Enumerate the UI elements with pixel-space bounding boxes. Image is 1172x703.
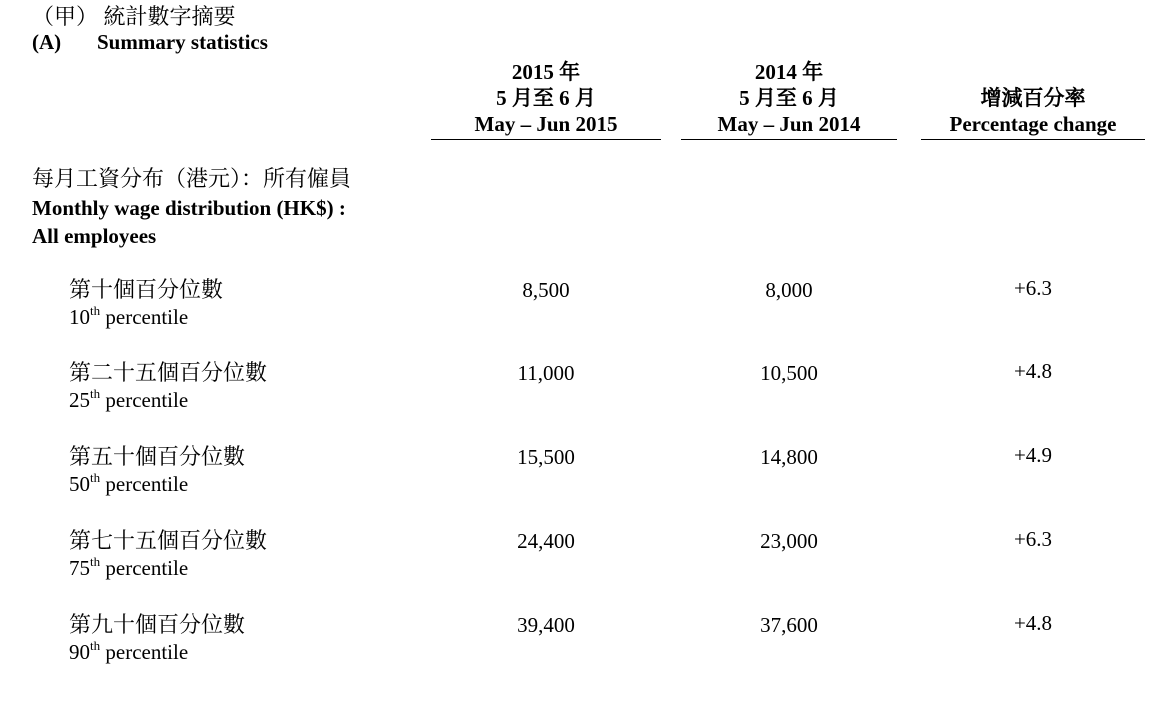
row-percentile-word: percentile [105, 305, 189, 329]
row-percentile-word: percentile [105, 556, 189, 580]
column-header-2015-english: May – Jun 2015 [474, 112, 618, 136]
row-ordinal-suffix: th [90, 638, 101, 653]
row-ordinal-suffix: th [90, 554, 101, 569]
row-ordinal-suffix: th [90, 386, 101, 401]
value-change: +4.8 [1013, 611, 1053, 635]
section-heading-chinese: 每月工資分布（港元）：所有僱員 [32, 166, 352, 191]
table-row [0, 528, 1172, 598]
page-title-chinese: （甲） 統計數字摘要 [32, 4, 236, 29]
value-2014: 8,000 [765, 278, 813, 302]
value-2015: 39,400 [517, 613, 575, 637]
value-change: +4.8 [1013, 359, 1053, 383]
value-2015: 15,500 [517, 445, 575, 469]
row-percentile-number: 50 [69, 472, 90, 496]
row-label-chinese: 第五十個百分位數 [69, 444, 246, 469]
column-header-2015-months: 5 月至 6 月 [496, 86, 596, 110]
section-heading-english [32, 194, 346, 250]
column-header-2014-year: 2014 年 [754, 60, 824, 84]
column-header-2015-year: 2015 年 [511, 60, 581, 84]
row-percentile-number: 10 [69, 305, 90, 329]
section-title: Summary statistics [97, 30, 268, 54]
page-title-english [32, 30, 268, 54]
value-change: +4.9 [1013, 443, 1053, 467]
row-label-chinese: 第七十五個百分位數 [69, 528, 268, 553]
column-header-2014-months: 5 月至 6 月 [739, 86, 839, 110]
row-percentile-number: 75 [69, 556, 90, 580]
column-header-2014 [681, 59, 897, 137]
table-row [0, 444, 1172, 514]
table-row [0, 277, 1172, 347]
value-2015: 8,500 [522, 278, 570, 302]
table-row [0, 612, 1172, 682]
column-header-2015 [431, 59, 661, 137]
value-2014: 10,500 [760, 361, 818, 385]
value-2014: 14,800 [760, 445, 818, 469]
row-label-chinese: 第十個百分位數 [69, 277, 224, 302]
row-label-english [69, 639, 188, 665]
section-heading-line2: All employees [32, 224, 157, 248]
column-header-change-underline [921, 139, 1145, 140]
row-ordinal-suffix: th [90, 470, 101, 485]
column-header-2014-underline [681, 139, 897, 140]
value-2014: 37,600 [760, 613, 818, 637]
row-label-english [69, 555, 188, 581]
row-percentile-word: percentile [105, 640, 189, 664]
section-label: (A) [32, 30, 62, 54]
column-header-2014-english: May – Jun 2014 [717, 112, 861, 136]
column-header-change [921, 85, 1145, 137]
value-change: +6.3 [1013, 527, 1053, 551]
row-percentile-word: percentile [105, 388, 189, 412]
column-header-change-chinese: 增減百分率 [980, 86, 1086, 110]
row-percentile-number: 25 [69, 388, 90, 412]
section-heading-line1: Monthly wage distribution (HK$) : [32, 196, 346, 220]
column-header-change-english: Percentage change [949, 112, 1117, 136]
row-percentile-number: 90 [69, 640, 90, 664]
value-2015: 11,000 [517, 361, 575, 385]
row-label-english [69, 387, 188, 413]
row-percentile-word: percentile [105, 472, 189, 496]
row-label-english [69, 304, 188, 330]
column-header-2015-underline [431, 139, 661, 140]
row-label-chinese: 第二十五個百分位數 [69, 360, 268, 385]
row-label-chinese: 第九十個百分位數 [69, 612, 246, 637]
table-row [0, 360, 1172, 430]
value-2014: 23,000 [760, 529, 818, 553]
row-ordinal-suffix: th [90, 303, 101, 318]
row-label-english [69, 471, 188, 497]
value-2015: 24,400 [517, 529, 575, 553]
value-change: +6.3 [1013, 276, 1053, 300]
